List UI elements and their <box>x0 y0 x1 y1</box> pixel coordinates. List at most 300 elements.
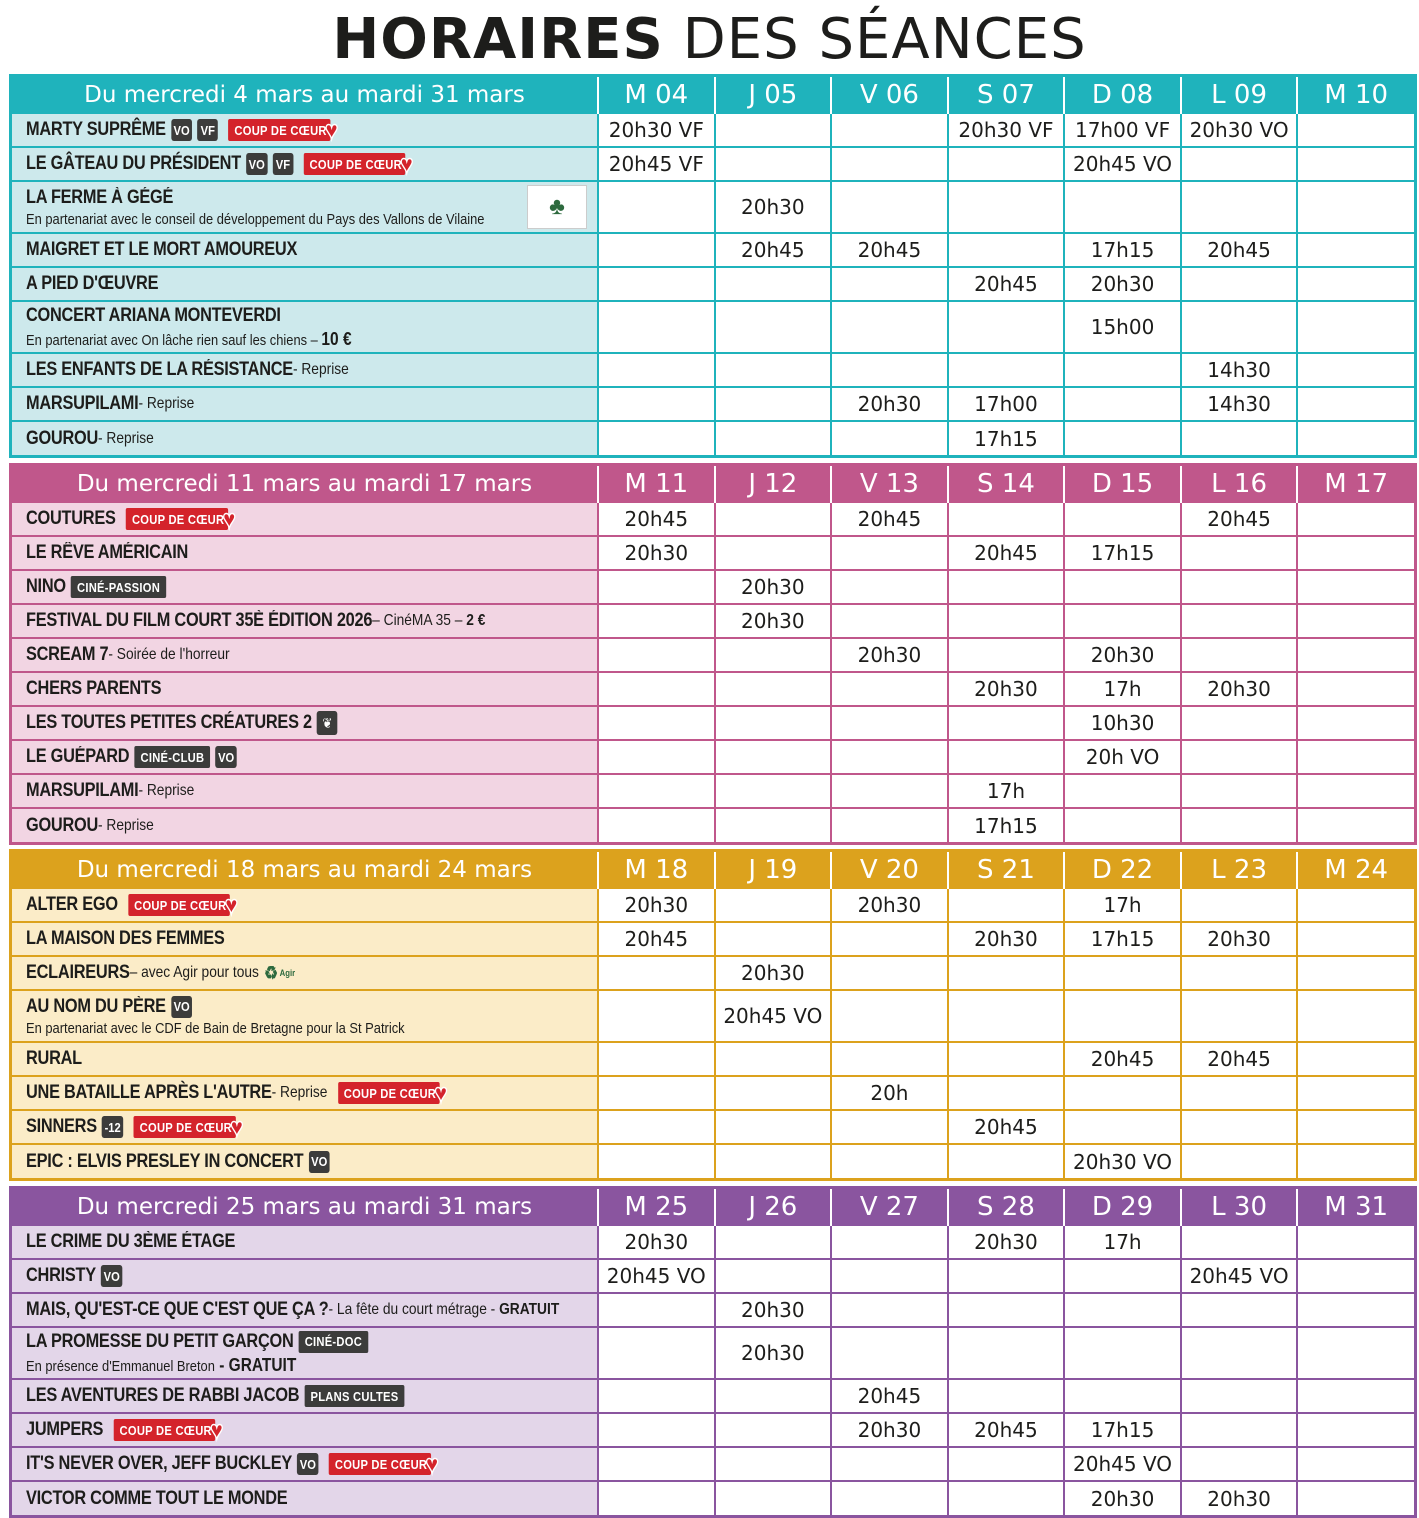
showtime-cell <box>831 267 948 301</box>
showtime-cell <box>831 1225 948 1259</box>
showtime-cell <box>715 740 832 774</box>
showtime-cell <box>1181 604 1298 638</box>
showtime-cell <box>1181 888 1298 922</box>
showtime-cell <box>1181 536 1298 570</box>
film-title: EPIC : ELVIS PRESLEY IN CONCERT <box>26 1150 304 1172</box>
version-badge: VO <box>309 1151 330 1173</box>
coup-de-coeur-label: COUP DE CŒUR <box>114 1419 216 1441</box>
film-cell <box>12 267 598 301</box>
showtime-cell: 20h45 <box>1181 502 1298 536</box>
showtime-cell: 17h <box>1064 888 1181 922</box>
showtime-cell <box>1297 956 1414 990</box>
film-title: MARTY SUPRÊME <box>26 119 166 140</box>
showtime-cell: 20h45 <box>948 1413 1065 1447</box>
showtime-cell: 20h30 <box>715 956 832 990</box>
showtime-cell: 17h15 <box>1064 922 1181 956</box>
week-block <box>9 463 1417 845</box>
film-cell <box>12 1076 598 1110</box>
film-row <box>12 181 1414 233</box>
category-tag: CINÉ-DOC <box>299 1331 368 1353</box>
showtime-cell <box>1297 570 1414 604</box>
film-cell <box>12 113 598 147</box>
film-row <box>12 604 1414 638</box>
showtime-cell: 20h45 <box>1181 1042 1298 1076</box>
film-row <box>12 301 1414 353</box>
coup-de-coeur-label: COUP DE CŒUR <box>128 894 230 916</box>
showtime-cell <box>1297 922 1414 956</box>
showtime-cell <box>715 672 832 706</box>
showtime-cell <box>598 1413 715 1447</box>
showtime-cell <box>1181 774 1298 808</box>
film-cell <box>12 740 598 774</box>
film-row <box>12 1110 1414 1144</box>
day-header: M 24 <box>1297 852 1414 888</box>
version-badge: VO <box>297 1453 318 1475</box>
film-note <box>293 361 349 379</box>
showtime-cell <box>1181 956 1298 990</box>
day-header: V 06 <box>831 77 948 113</box>
showtime-cell <box>598 233 715 267</box>
showtime-cell <box>598 604 715 638</box>
week-block <box>9 74 1417 458</box>
showtime-cell <box>715 1144 832 1178</box>
showtime-cell <box>598 1042 715 1076</box>
film-note <box>138 782 194 800</box>
header-row <box>12 852 1414 888</box>
showtime-cell <box>948 353 1065 387</box>
film-line <box>26 928 589 950</box>
film-line <box>26 1488 589 1510</box>
film-title: UNE BATAILLE APRÈS L'AUTRE <box>26 1082 272 1103</box>
showtime-cell: 17h00 VF <box>1064 113 1181 147</box>
showtime-cell <box>715 1447 832 1481</box>
showtime-cell: 20h45 <box>948 536 1065 570</box>
day-header: L 30 <box>1181 1189 1298 1225</box>
showtime-cell <box>598 387 715 421</box>
day-header: J 05 <box>715 77 832 113</box>
coup-de-coeur-label: COUP DE CŒUR <box>338 1082 440 1104</box>
showtime-cell <box>715 1379 832 1413</box>
film-line <box>26 1048 589 1070</box>
showtime-cell <box>1064 1259 1181 1293</box>
showtime-cell: 17h00 <box>948 387 1065 421</box>
film-row <box>12 1076 1414 1110</box>
showtime-cell <box>1181 181 1298 233</box>
film-line <box>26 506 589 532</box>
film-line <box>26 1114 589 1140</box>
showtime-cell <box>831 1042 948 1076</box>
showtime-cell <box>715 502 832 536</box>
film-subtitle-bold: - GRATUIT <box>214 1354 297 1375</box>
heart-icon: ♥ <box>425 1451 439 1477</box>
showtime-cell <box>948 301 1065 353</box>
showtime-cell: 20h30 VF <box>598 113 715 147</box>
showtime-cell <box>1297 353 1414 387</box>
film-cell <box>12 604 598 638</box>
coup-de-coeur-badge <box>128 892 238 918</box>
film-subtitle <box>26 1020 510 1037</box>
showtime-cell: 10h30 <box>1064 706 1181 740</box>
film-cell <box>12 774 598 808</box>
showtime-cell <box>715 1413 832 1447</box>
showtime-cell: 20h45 VO <box>598 1259 715 1293</box>
film-title: COUTURES <box>26 508 116 529</box>
film-note-text: - Reprise <box>271 1084 328 1101</box>
heart-icon: ♥ <box>224 892 239 918</box>
showtime-cell: 20h30 <box>1064 1481 1181 1515</box>
film-row <box>12 638 1414 672</box>
showtime-cell: 17h <box>1064 672 1181 706</box>
showtime-cell <box>598 570 715 604</box>
film-title: LA MAISON DES FEMMES <box>26 928 225 949</box>
tree-icon: ♣ <box>549 193 565 220</box>
coup-de-coeur-badge <box>228 117 338 143</box>
film-cell <box>12 353 598 387</box>
showtime-cell <box>831 1293 948 1327</box>
showtime-cell <box>598 774 715 808</box>
showtime-cell <box>948 502 1065 536</box>
film-subtitle-bold: 10 € <box>321 328 352 349</box>
showtime-cell <box>1181 267 1298 301</box>
film-title: LES ENFANTS DE LA RÉSISTANCE <box>26 359 293 380</box>
film-line <box>26 1385 589 1407</box>
showtime-cell <box>1064 1379 1181 1413</box>
schedule-table <box>12 1189 1414 1515</box>
showtime-cell <box>598 1327 715 1379</box>
day-header: V 27 <box>831 1189 948 1225</box>
showtime-cell: 20h30 <box>715 181 832 233</box>
showtime-cell <box>1181 1327 1298 1379</box>
showtime-cell: 20h30 <box>831 1413 948 1447</box>
showtime-cell <box>1064 1293 1181 1327</box>
day-header: S 14 <box>948 466 1065 502</box>
film-line <box>26 815 589 837</box>
film-cell <box>12 706 598 740</box>
film-note <box>98 817 154 835</box>
coup-de-coeur-badge <box>338 1080 448 1106</box>
film-line <box>26 576 589 598</box>
page-title <box>0 0 1419 72</box>
showtime-cell <box>1064 808 1181 842</box>
film-line <box>26 610 589 632</box>
showtime-cell <box>1181 147 1298 181</box>
film-note-text: - Reprise <box>292 361 349 378</box>
coup-de-coeur-badge <box>126 506 236 532</box>
showtime-cell <box>1181 1379 1298 1413</box>
film-cell <box>12 1042 598 1076</box>
film-title: SINNERS <box>26 1116 97 1137</box>
showtime-cell: 17h15 <box>1064 1413 1181 1447</box>
film-subtitle-text: En partenariat avec On lâche rien sauf les chiens – <box>26 331 322 349</box>
film-row <box>12 888 1414 922</box>
film-note-bold: GRATUIT <box>499 1301 560 1318</box>
showtime-cell <box>1181 1413 1298 1447</box>
showtime-cell <box>715 1225 832 1259</box>
heart-icon: ♥ <box>400 151 414 177</box>
film-subtitle <box>26 1355 510 1376</box>
category-tag: CINÉ-PASSION <box>71 576 166 598</box>
film-title: JUMPERS <box>26 1419 104 1440</box>
showtime-cell: 20h30 <box>715 1293 832 1327</box>
film-line <box>26 746 589 768</box>
showtime-cell: 20h30 <box>1064 267 1181 301</box>
showtime-cell <box>831 1110 948 1144</box>
teddy-icon: ❦ <box>317 711 338 735</box>
showtime-cell <box>948 638 1065 672</box>
showtime-cell <box>598 740 715 774</box>
showtime-cell <box>948 1144 1065 1178</box>
film-title: LE RÊVE AMÉRICAIN <box>26 542 189 563</box>
showtime-cell <box>1297 147 1414 181</box>
showtime-cell <box>1297 1413 1414 1447</box>
showtime-cell: 20h30 <box>1181 1481 1298 1515</box>
film-title: CHRISTY <box>26 1265 96 1286</box>
showtime-cell <box>1297 1481 1414 1515</box>
film-row <box>12 1042 1414 1076</box>
showtime-cell: 20h VO <box>1064 740 1181 774</box>
film-title: LES AVENTURES DE RABBI JACOB <box>26 1385 300 1406</box>
showtime-cell <box>1297 1293 1414 1327</box>
film-note-text: – CinéMA 35 – <box>372 612 467 629</box>
showtime-cell <box>715 808 832 842</box>
film-cell <box>12 1144 598 1178</box>
showtime-cell <box>1181 421 1298 455</box>
showtime-cell <box>1297 604 1414 638</box>
schedule-table <box>12 466 1414 842</box>
film-row <box>12 113 1414 147</box>
showtime-cell <box>715 888 832 922</box>
film-cell <box>12 1379 598 1413</box>
day-header: M 31 <box>1297 1189 1414 1225</box>
showtime-cell <box>715 147 832 181</box>
film-line <box>26 1417 589 1443</box>
film-title: FESTIVAL DU FILM COURT 35È ÉDITION 2026 <box>26 610 373 631</box>
film-subtitle-text: En présence d'Emmanuel Breton <box>26 1357 215 1375</box>
showtime-cell <box>948 570 1065 604</box>
showtime-cell <box>715 1076 832 1110</box>
showtime-cell: 20h45 <box>831 1379 948 1413</box>
showtime-cell <box>948 888 1065 922</box>
day-header: M 10 <box>1297 77 1414 113</box>
agir-logo-text: Agir <box>279 968 296 978</box>
showtime-cell <box>1297 233 1414 267</box>
version-badge: VO <box>216 746 237 768</box>
showtime-cell: 20h30 <box>1181 672 1298 706</box>
film-note-text: - Reprise <box>97 816 154 834</box>
film-line <box>26 1451 589 1477</box>
film-line <box>26 117 589 143</box>
day-header: D 08 <box>1064 77 1181 113</box>
showtime-cell: 20h30 VO <box>1181 113 1298 147</box>
day-header: J 26 <box>715 1189 832 1225</box>
film-row <box>12 740 1414 774</box>
day-header: S 07 <box>948 77 1065 113</box>
version-badge: VO <box>246 153 267 175</box>
film-note-text: – avec Agir pour tous <box>129 964 259 981</box>
showtime-cell <box>1297 267 1414 301</box>
showtime-cell <box>1297 1379 1414 1413</box>
showtime-cell <box>1181 706 1298 740</box>
day-header: D 29 <box>1064 1189 1181 1225</box>
showtime-cell <box>715 267 832 301</box>
day-header: M 11 <box>598 466 715 502</box>
film-subtitle <box>26 329 510 350</box>
showtime-cell <box>1297 301 1414 353</box>
film-title: AU NOM DU PÈRE <box>26 995 166 1017</box>
showtime-cell <box>715 1110 832 1144</box>
heart-icon: ♥ <box>222 506 236 532</box>
film-title: SCREAM 7 <box>26 644 109 665</box>
showtime-cell: 20h45 <box>831 502 948 536</box>
film-note-bold: 2 € <box>466 612 486 629</box>
film-cell <box>12 1259 598 1293</box>
film-note-text: - Reprise <box>138 395 195 412</box>
film-title: CONCERT ARIANA MONTEVERDI <box>26 304 281 326</box>
showtime-cell <box>715 706 832 740</box>
film-cell <box>12 181 598 233</box>
showtime-cell <box>948 956 1065 990</box>
showtime-cell: 17h15 <box>948 421 1065 455</box>
coup-de-coeur-badge <box>114 1417 224 1443</box>
showtime-cell <box>831 113 948 147</box>
heart-icon: ♥ <box>230 1114 244 1140</box>
day-header: L 16 <box>1181 466 1298 502</box>
page-title-bold: HORAIRES <box>332 7 664 72</box>
showtime-cell <box>1064 1076 1181 1110</box>
coup-de-coeur-badge <box>134 1114 244 1140</box>
showtime-cell: 20h45 VO <box>715 990 832 1042</box>
film-line <box>26 239 589 261</box>
film-title: IT'S NEVER OVER, JEFF BUCKLEY <box>26 1453 293 1474</box>
film-subtitle-text: En partenariat avec le CDF de Bain de Bretagne pour la St Patrick <box>26 1019 405 1037</box>
film-note-text: - Reprise <box>97 429 154 447</box>
showtime-cell <box>598 638 715 672</box>
showtime-cell <box>1181 1076 1298 1110</box>
film-title: GOUROU <box>26 814 98 836</box>
showtime-cell: 20h30 <box>948 922 1065 956</box>
day-header: S 28 <box>948 1189 1065 1225</box>
showtime-cell: 20h45 <box>715 233 832 267</box>
film-title: LES TOUTES PETITES CRÉATURES 2 <box>26 712 312 733</box>
day-header: D 22 <box>1064 852 1181 888</box>
showtime-cell <box>1064 387 1181 421</box>
showtime-cell <box>598 808 715 842</box>
showtime-cell <box>1064 502 1181 536</box>
showtime-cell: 20h45 <box>1064 1042 1181 1076</box>
showtime-cell: 20h30 <box>831 387 948 421</box>
showtime-cell: 20h30 VF <box>948 113 1065 147</box>
film-cell <box>12 1447 598 1481</box>
day-header: J 12 <box>715 466 832 502</box>
film-line <box>26 1231 589 1253</box>
film-line <box>26 1265 589 1287</box>
film-row <box>12 1327 1414 1379</box>
showtime-cell <box>715 1481 832 1515</box>
film-row <box>12 1379 1414 1413</box>
showtime-cell <box>598 956 715 990</box>
film-cell <box>12 502 598 536</box>
film-row <box>12 387 1414 421</box>
day-header: M 17 <box>1297 466 1414 502</box>
film-title: LE GÂTEAU DU PRÉSIDENT <box>26 153 241 174</box>
film-note <box>329 1301 560 1319</box>
showtime-cell: 17h15 <box>948 808 1065 842</box>
showtime-cell: 20h30 <box>715 570 832 604</box>
film-line <box>26 151 589 177</box>
showtime-cell <box>1064 181 1181 233</box>
film-cell <box>12 956 598 990</box>
heart-icon: ♥ <box>325 117 339 143</box>
showtime-cell <box>715 353 832 387</box>
showtime-cell <box>831 604 948 638</box>
agir-pour-tous-logo <box>264 963 295 984</box>
film-row <box>12 774 1414 808</box>
film-row <box>12 1144 1414 1178</box>
showtime-cell <box>1297 387 1414 421</box>
showtime-cell <box>1297 774 1414 808</box>
film-line <box>26 393 589 415</box>
film-note-text: - Soirée de l'horreur <box>108 646 230 663</box>
showtime-cell <box>1181 638 1298 672</box>
showtime-cell <box>1297 888 1414 922</box>
showtime-cell: 20h30 <box>598 536 715 570</box>
showtime-cell <box>598 1447 715 1481</box>
film-cell <box>12 1413 598 1447</box>
film-subtitle-text: En partenariat avec le conseil de développement du Pays des Vallons de Vilaine <box>26 210 485 228</box>
schedule-table <box>12 852 1414 1178</box>
film-line <box>26 1299 589 1321</box>
film-note <box>138 395 194 413</box>
showtime-cell <box>1064 1110 1181 1144</box>
header-row <box>12 1189 1414 1225</box>
film-cell <box>12 301 598 353</box>
film-title: LE CRIME DU 3ÈME ÉTAGE <box>26 1231 236 1252</box>
showtime-cell <box>831 536 948 570</box>
showtime-cell: 20h30 <box>1181 922 1298 956</box>
showtime-cell: 20h30 <box>1064 638 1181 672</box>
showtime-cell <box>948 1076 1065 1110</box>
showtime-cell: 20h30 <box>715 604 832 638</box>
showtime-cell <box>831 147 948 181</box>
showtime-cell <box>1064 421 1181 455</box>
week-period: Du mercredi 18 mars au mardi 24 mars <box>12 852 598 888</box>
showtime-cell <box>948 1447 1065 1481</box>
film-note <box>272 1084 328 1102</box>
showtime-cell <box>598 1144 715 1178</box>
showtime-cell <box>598 706 715 740</box>
film-cell <box>12 990 598 1042</box>
film-cell <box>12 387 598 421</box>
film-line <box>26 996 589 1018</box>
showtime-cell: 17h15 <box>1064 536 1181 570</box>
showtime-cell <box>831 570 948 604</box>
film-cell <box>12 922 598 956</box>
showtime-cell <box>1181 1144 1298 1178</box>
showtime-cell: 20h <box>831 1076 948 1110</box>
showtime-cell <box>831 1259 948 1293</box>
film-row <box>12 1413 1414 1447</box>
showtime-cell <box>598 1293 715 1327</box>
showtime-cell: 20h30 <box>831 888 948 922</box>
film-cell <box>12 1481 598 1515</box>
film-cell <box>12 536 598 570</box>
showtime-cell <box>715 1042 832 1076</box>
week-period: Du mercredi 4 mars au mardi 31 mars <box>12 77 598 113</box>
film-cell <box>12 638 598 672</box>
film-line <box>26 644 589 666</box>
coup-de-coeur-label: COUP DE CŒUR <box>329 1453 431 1475</box>
showtime-cell <box>1181 570 1298 604</box>
